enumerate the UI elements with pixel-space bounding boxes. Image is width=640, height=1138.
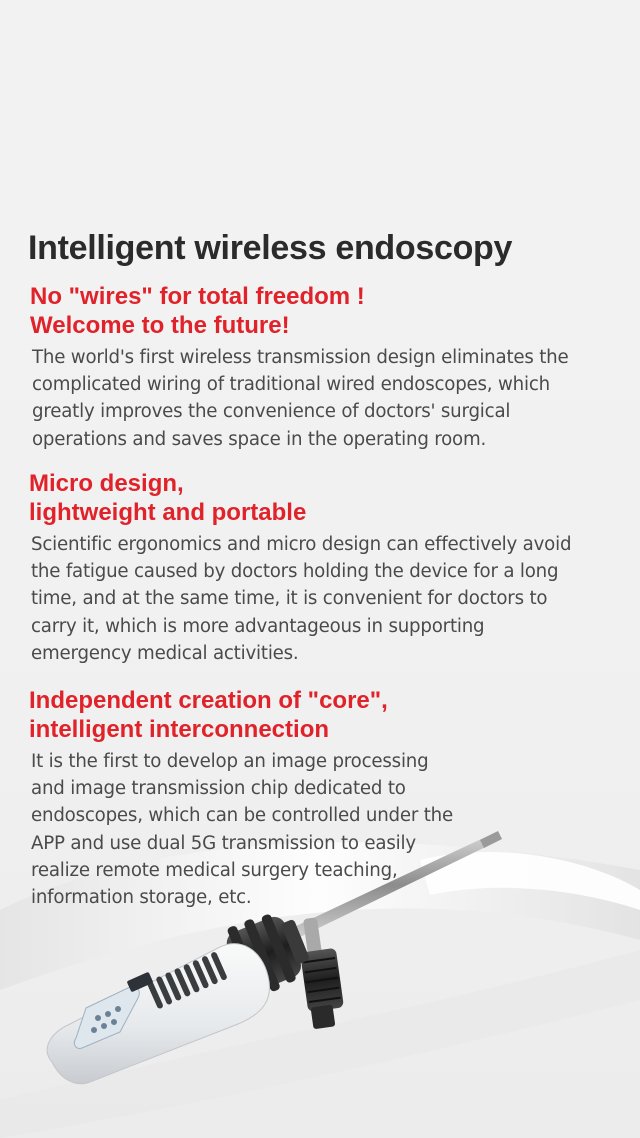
page-title: Intelligent wireless endoscopy bbox=[28, 229, 513, 267]
section-body-line: the fatigue caused by doctors holding the device for a long bbox=[31, 561, 559, 583]
section-wireless-freedom bbox=[30, 282, 620, 453]
section-body bbox=[32, 344, 620, 453]
section-heading bbox=[29, 686, 619, 744]
section-heading-line: Welcome to the future! bbox=[30, 312, 290, 339]
section-body-line: greatly improves the convenience of doctors' surgical bbox=[32, 401, 511, 423]
section-heading-line: lightweight and portable bbox=[29, 499, 307, 526]
section-heading-line: intelligent interconnection bbox=[29, 716, 330, 743]
section-body-line: complicated wiring of traditional wired endoscopes, which bbox=[32, 374, 550, 396]
section-body-line: Scientific ergonomics and micro design can effectively avoid bbox=[31, 534, 572, 555]
section-body-line: carry it, which is more advantageous in supporting bbox=[31, 615, 485, 637]
section-body-line: and image transmission chip dedicated to bbox=[31, 778, 406, 800]
section-body bbox=[31, 748, 619, 911]
section-micro-design bbox=[29, 469, 619, 667]
section-body-line: endoscopes, which can be controlled under the bbox=[31, 805, 454, 827]
section-heading-line: Independent creation of "core", bbox=[29, 687, 388, 714]
section-body-line: The world's first wireless transmission design eliminates the bbox=[32, 347, 569, 368]
section-body-line: APP and use dual 5G transmission to easily bbox=[31, 832, 416, 854]
section-heading bbox=[29, 469, 619, 527]
section-heading-line: No "wires" for total freedom ! bbox=[30, 283, 365, 310]
section-body-line: operations and saves space in the operating room. bbox=[32, 428, 487, 450]
section-body bbox=[31, 531, 619, 667]
section-heading bbox=[30, 282, 620, 340]
section-body-line: It is the first to develop an image processing bbox=[31, 751, 429, 772]
section-heading-line: Micro design, bbox=[29, 470, 184, 497]
section-body-line: emergency medical activities. bbox=[31, 642, 299, 664]
section-core-interconnection bbox=[29, 686, 619, 911]
section-body-line: time, and at the same time, it is convenient for doctors to bbox=[31, 588, 548, 610]
section-body-line: information storage, etc. bbox=[31, 887, 252, 909]
section-body-line: realize remote medical surgery teaching, bbox=[31, 859, 398, 881]
